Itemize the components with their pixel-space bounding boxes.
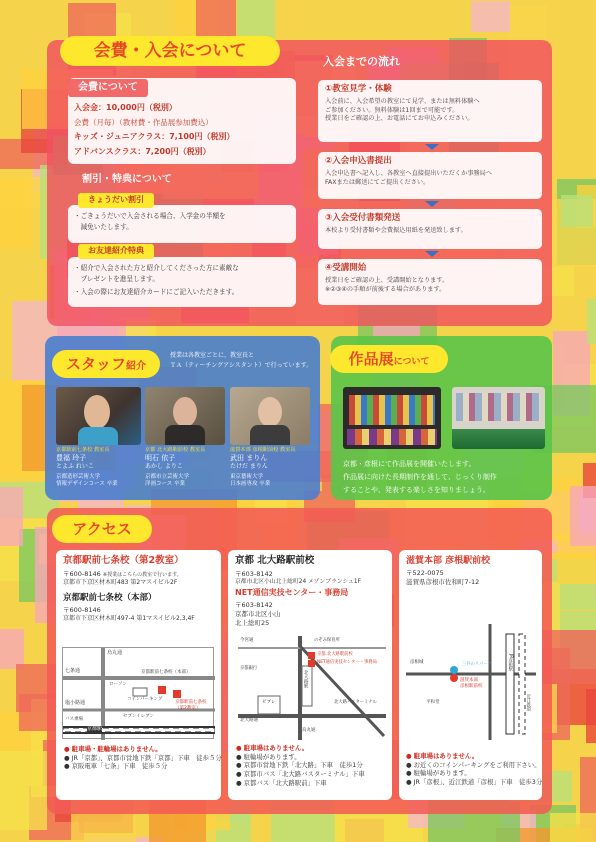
mosaic-tile (0, 751, 47, 830)
staff-intro-1: 授業は各教室ごとに、教室長と (170, 352, 255, 359)
mosaic-tile (471, 1, 510, 32)
staff-bio: 日本画専攻 卒業 (230, 480, 271, 487)
class-note: ※授業はこちらの教室で行います。 (102, 571, 182, 578)
address: 京都市北区小山北上総町24 メゾンブランシュ1F (235, 578, 361, 585)
map-label: コインパーキング (127, 697, 163, 702)
note: ● 京都市バス「北大路バスターミナル」下車 (236, 769, 365, 778)
postal-code: 〒603-8142 (235, 601, 273, 610)
map-label: ローソン (109, 682, 127, 687)
map-label: のぞみ保育所 (314, 638, 340, 643)
staff-name: 明石 依子 (145, 454, 176, 463)
staff-member-3 (230, 447, 318, 488)
map-label: ビブレ (262, 700, 276, 705)
map-label: 平和堂 (426, 700, 440, 705)
fee-kids: キッズ・ジュニアクラス：7,100円（税別） (74, 132, 235, 141)
map-label: 北大路バスターミナル (334, 700, 377, 705)
staff-bio: 洋画コース 卒業 (145, 480, 185, 487)
flow-step-text: 授業日をご確認の上、受講開始となります。 (325, 277, 449, 285)
address: 北上総町25 (235, 618, 270, 627)
staff-title-main: スタッフ (65, 355, 126, 373)
flow-step-title: ③入会受付書類発送 (325, 213, 401, 223)
map-label: JR彦根駅 (507, 654, 513, 672)
mosaic-tile (0, 178, 31, 249)
map-label: セブンイレブン (123, 714, 154, 719)
sibling-text-2: 減免いたします。 (74, 223, 133, 231)
flow-step-text: 入会申込書へ記入し、各教室へ直接提出いただくか事務局へ (325, 170, 493, 178)
friend-text-1: ・紹介で入会された方と紹介してくださった方に素敵な (74, 264, 239, 272)
map-label: 烏丸通 (107, 650, 123, 656)
flow-arrow (425, 201, 439, 207)
note: ● 京都市営地下鉄「北大路」下車 徒歩1分 (236, 761, 363, 770)
friend-text-2: プレゼントを進呈します。 (74, 275, 159, 283)
flow-step-text: 授業日をご確認の上、お電話にてお申込みください。 (325, 115, 474, 123)
works-title-main: 作品展 (348, 350, 394, 368)
flow-title: 入会までの流れ (323, 55, 400, 68)
note: ● 駐車場はありません。 (236, 744, 309, 752)
map-label: 京都 北大路駅前校 (317, 652, 353, 657)
sibling-discount-title: きょうだい割引 (78, 193, 154, 208)
note: ● 京都バス「北大路駅前」下車 (236, 778, 327, 787)
flow-arrow (425, 144, 439, 150)
address: 京都市下京区材木町497-4 第1マスイビル2,3,4F (63, 614, 195, 622)
flow-step-title: ②入会申込書提出 (325, 156, 392, 166)
staff-photo-1 (56, 387, 141, 445)
map-label: 北大路通 (240, 718, 258, 723)
staff-bio: 京都市立芸術大学 (145, 473, 190, 480)
map-label: 今宮通 (240, 638, 254, 643)
mosaic-tile (0, 487, 23, 546)
map-label: 彦根城 (410, 660, 424, 665)
flow-step-text: ご参加ください。無料体験は1回まで可能です。 (325, 106, 459, 114)
map-label: 北大路駅 (303, 670, 309, 688)
staff-kana: とよふ れいこ (56, 463, 94, 471)
map-label: 三井のリパーク (462, 662, 492, 667)
note: ● 駐輪場があります。 (406, 769, 471, 778)
flow-step-3 (318, 209, 542, 249)
staff-bio: 東京藝術大学 (230, 473, 264, 480)
fee-monthly: 会費（月毎）（教材費・作品展参加費込） (74, 118, 213, 127)
map-label: 京都駅 (87, 726, 103, 732)
staff-photo-2 (145, 387, 225, 445)
kitaoji-notes (236, 744, 365, 787)
flow-step-text: ※②③④の手順が前後する場合があります。 (325, 285, 446, 293)
staff-name: 豊福 玲子 (56, 454, 87, 463)
exhibition-photo-1 (343, 387, 441, 449)
staff-name: 武田 まりん (230, 454, 268, 463)
hikone-map (406, 624, 536, 740)
staff-kana: あかし よりこ (145, 463, 183, 471)
flow-arrow (425, 251, 439, 257)
map-label: 七条通 (65, 668, 81, 674)
school-title: 滋賀本部 彦根駅前校 (406, 556, 491, 566)
note: ● お近くのコインパーキングをご利用下さい。 (406, 760, 541, 769)
works-text-1: 京都・彦根にて作品展を開催いたします。 (343, 460, 476, 468)
mosaic-tile (587, 299, 596, 344)
works-title (330, 345, 448, 373)
staff-member-1 (56, 447, 144, 488)
works-title-suffix: について (393, 357, 430, 367)
school-title: NET通信実技センター・事務局 (235, 588, 349, 598)
postal-code: 〒600-8146 (63, 606, 101, 615)
staff-member-2 (145, 447, 230, 488)
flow-step-2 (318, 152, 542, 199)
kyoto-station-notes (64, 745, 222, 771)
friend-text-3: ・入会の際にお友達紹介カードにご記入いただきます。 (74, 288, 239, 296)
kitaoji-map (238, 636, 386, 740)
hikone-notes (406, 752, 542, 787)
flow-step-1 (318, 80, 542, 142)
map-label: バス乗場 (65, 717, 83, 722)
discount-section-title: 割引・特典について (82, 174, 172, 185)
note: ● 京阪電車「七条」下車 徒歩５分 (64, 762, 168, 771)
staff-kana: たけだ まりん (230, 463, 268, 471)
friend-referral-title: お友達紹介特典 (78, 244, 154, 259)
works-text-3: することや、発表する楽しさを知りましょう。 (343, 486, 490, 494)
map-label: 京都銀行 (240, 666, 258, 671)
access-title: アクセス (52, 515, 152, 543)
sibling-text-1: ・ごきょうだいで入会される場合、入学金の半額を (74, 212, 226, 220)
mosaic-tile (550, 813, 596, 842)
note: ● 駐輪場があります。 (236, 752, 301, 761)
fees-title: 会費・入会について (60, 36, 280, 66)
staff-school: 京都駅前七条校 教室長 (56, 447, 110, 453)
staff-bio: 情報デザインコース 卒業 (56, 480, 118, 487)
flow-step-4 (318, 259, 542, 305)
works-text-2: 作品展に向けた長期制作を通して、じっくり制作 (343, 473, 497, 481)
postal-line (63, 570, 214, 579)
address: 滋賀県彦根市佐和町7-12 (406, 577, 480, 586)
address: 京都市北区小山 (235, 609, 281, 618)
postal-code: 〒522-0075 (406, 569, 444, 578)
staff-title (52, 350, 160, 378)
map-label: 滋賀本部 (460, 678, 478, 683)
school-title: 京都駅前七条校（本部） (63, 592, 157, 603)
fee-advanced: アドバンスクラス：7,200円（税別） (74, 147, 211, 156)
staff-school: 滋賀本部 彦根駅前校 教室長 (230, 447, 296, 453)
note: ● 駐車場・駐輪場はありません。 (64, 745, 162, 753)
map-label: NET通信実技センター・事務局 (317, 660, 377, 665)
flow-step-title: ④受講開始 (325, 263, 367, 273)
map-label: 彦根駅前校 (460, 684, 483, 689)
map-label: 烏丸通 (302, 728, 316, 733)
fee-section-title: 会費について (68, 79, 148, 97)
note: ● 駐車場はありません。 (406, 752, 479, 760)
note: ● JR「京都」、京都市営地下鉄「京都」下車 徒歩５分 (64, 753, 222, 762)
mosaic-tile (570, 486, 596, 546)
kyoto-station-map (62, 647, 214, 739)
address: 京都市下京区材木町483 第2マスイビル2F (63, 578, 178, 586)
staff-title-suffix: 紹介 (126, 361, 146, 372)
staff-bio: 京都造形芸術大学 (56, 473, 101, 480)
mosaic-tile (561, 195, 593, 227)
flow-step-text: 入会前に、入会希望の教室にて見学、または無料体験へ (325, 98, 480, 106)
map-label: 塩小路通 (65, 700, 86, 706)
fee-enroll: 入会金：10,000円（税別） (74, 103, 177, 112)
map-label: 京都駅前七条校（本部） (141, 670, 191, 675)
postal-code: 〒603-8142 (235, 569, 273, 578)
school-title: 京都 北大路駅前校 (235, 555, 315, 566)
postal-code: 〒600-8146 (63, 569, 101, 578)
flow-step-text: FAXまたは郵送にてご提出ください。 (325, 178, 430, 186)
flow-step-title: ①教室見学・体験 (325, 84, 392, 94)
exhibition-photo-2 (452, 387, 545, 449)
school-title: 京都駅前七条校（第2教室） (63, 555, 184, 566)
flow-step-text: 本校より受付書類や会費振込用紙を発送致します。 (325, 227, 467, 235)
note: ● JR「彦根」、近江鉄道「彦根」下車 徒歩3分 (406, 777, 543, 786)
mosaic-tile (586, 689, 596, 743)
staff-intro-2: ＴＡ（ティーチングアシスタント）で行っています。 (170, 362, 313, 369)
staff-school: 京都 北大路駅前校 教室長 (145, 447, 206, 453)
staff-photo-3 (230, 387, 310, 445)
map-label: 京都駅前七条校（第2教室） (175, 700, 207, 712)
map-label: 近江鉄道 (525, 694, 531, 712)
